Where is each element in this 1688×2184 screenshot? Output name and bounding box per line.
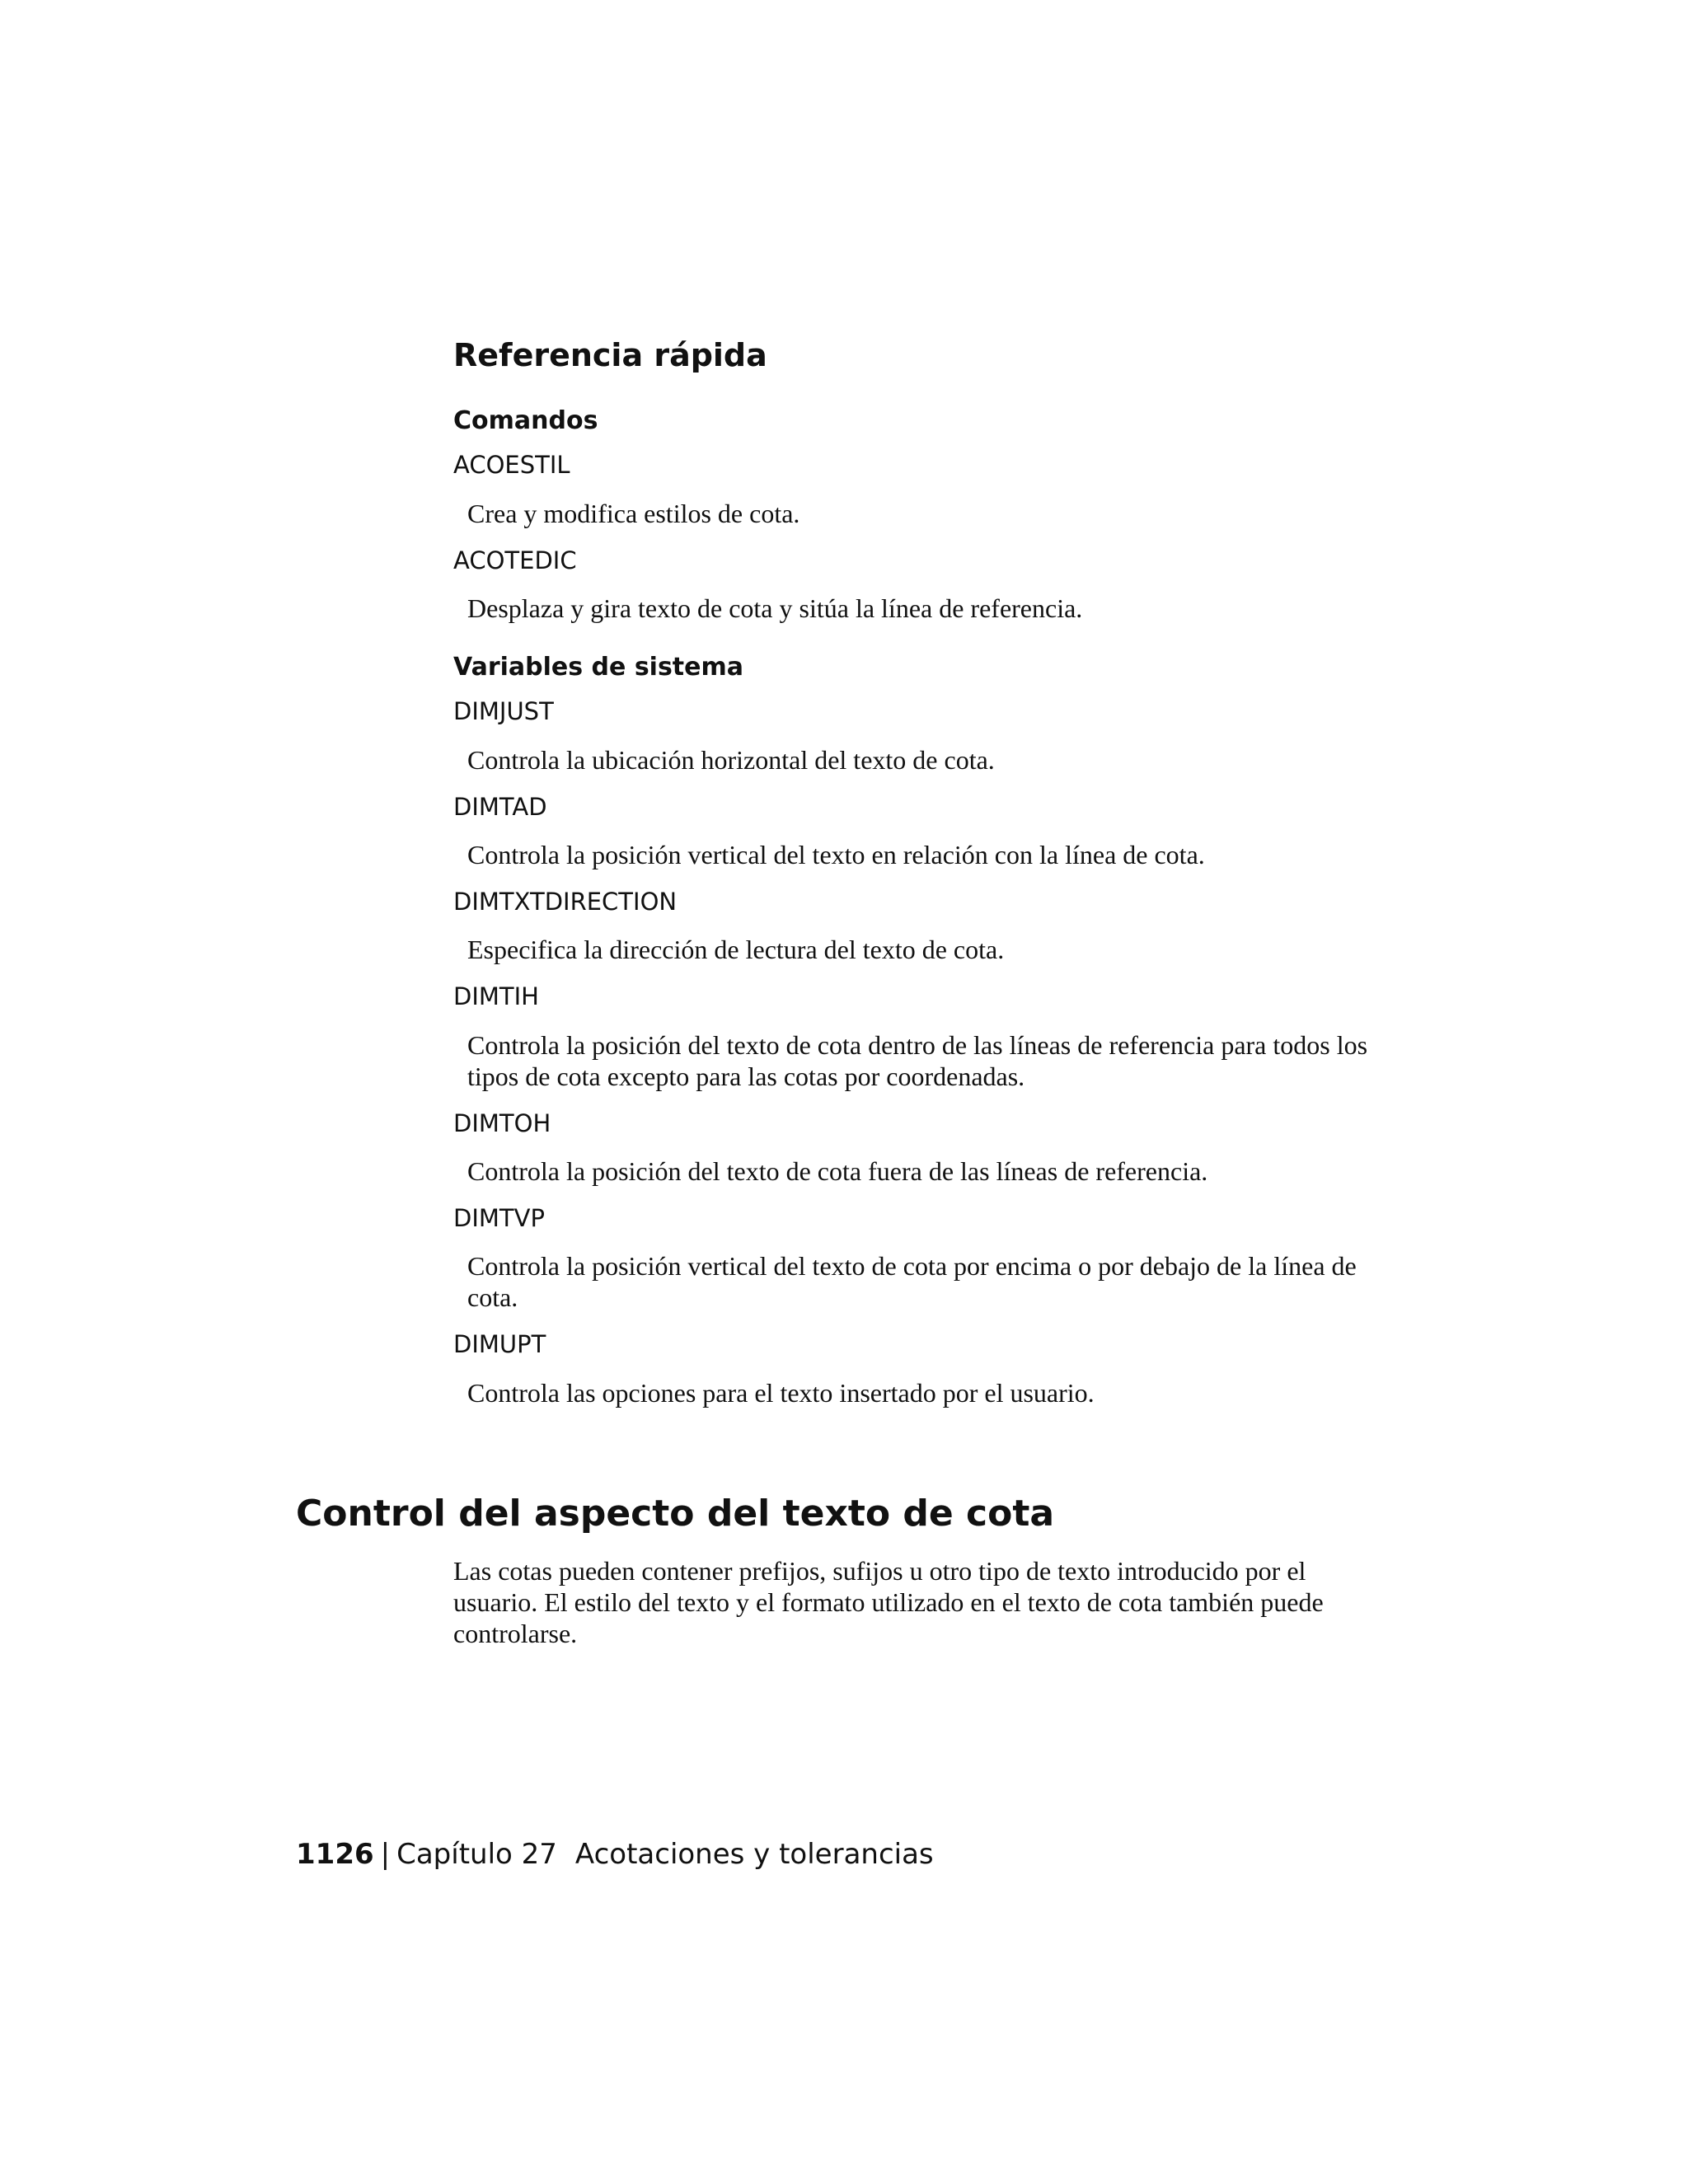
sysvar-name[interactable]: DIMTIH (453, 982, 539, 1011)
sysvar-name[interactable]: DIMTOH (453, 1108, 551, 1137)
sysvar-name[interactable]: DIMTXTDIRECTION (453, 888, 678, 916)
sysvar-entry (453, 1331, 1393, 1409)
sysvar-entry (453, 1110, 1393, 1188)
commands-group (453, 407, 1393, 626)
section-title: Control del aspecto del texto de cota (296, 1493, 1055, 1535)
sysvar-name[interactable]: DIMTAD (453, 792, 547, 821)
sysvar-description: Controla la ubicación horizontal del texto de cota. (467, 744, 995, 775)
command-entry (453, 547, 1393, 626)
sysvar-description: Controla la posición vertical del texto de cota por encima o por debajo de la línea de cota. (467, 1251, 1357, 1313)
sysvar-entry (453, 888, 1393, 967)
page-number: 1126 (296, 1838, 374, 1871)
footer-separator: | (380, 1838, 391, 1871)
sysvar-description: Controla la posición vertical del texto en relación con la línea de cota. (467, 840, 1205, 870)
command-entry (453, 452, 1393, 530)
sysvar-entry (453, 983, 1393, 1093)
quick-reference-title: Referencia rápida (453, 337, 767, 373)
sysvar-entry (453, 698, 1393, 776)
sysvar-name[interactable]: DIMTVP (453, 1204, 545, 1233)
commands-heading: Comandos (453, 405, 598, 435)
section-body: Las cotas pueden contener prefijos, sufijos u otro tipo de texto introducido por el usuario. El estilo del texto y el formato utilizado en el texto de cota también puede controlarse. (453, 1556, 1324, 1648)
page-footer (296, 1838, 934, 1872)
system-variables-group (453, 654, 1393, 1410)
sysvar-description: Especifica la dirección de lectura del texto de cota. (467, 935, 1005, 965)
sysvar-name[interactable]: DIMUPT (453, 1330, 546, 1359)
command-description: Crea y modifica estilos de cota. (467, 498, 800, 528)
sysvar-entry (453, 794, 1393, 872)
command-name[interactable]: ACOTEDIC (453, 546, 577, 574)
system-variables-heading: Variables de sistema (453, 652, 744, 682)
sysvar-description: Controla la posición del texto de cota fuera de las líneas de referencia. (467, 1156, 1208, 1187)
sysvar-name[interactable]: DIMJUST (453, 697, 554, 726)
quick-reference-section (453, 338, 1393, 1438)
command-description: Desplaza y gira texto de cota y sitúa la línea de referencia. (467, 593, 1083, 623)
sysvar-description: Controla la posición del texto de cota dentro de las líneas de referencia para todos los tipos de cota excepto para las cotas por coordenadas. (467, 1029, 1368, 1091)
sysvar-entry (453, 1205, 1393, 1315)
command-name[interactable]: ACOESTIL (453, 451, 570, 480)
sysvar-description: Controla las opciones para el texto insertado por el usuario. (467, 1377, 1095, 1408)
chapter-title: Acotaciones y tolerancias (574, 1838, 934, 1871)
chapter-label: Capítulo 27 (396, 1838, 557, 1871)
